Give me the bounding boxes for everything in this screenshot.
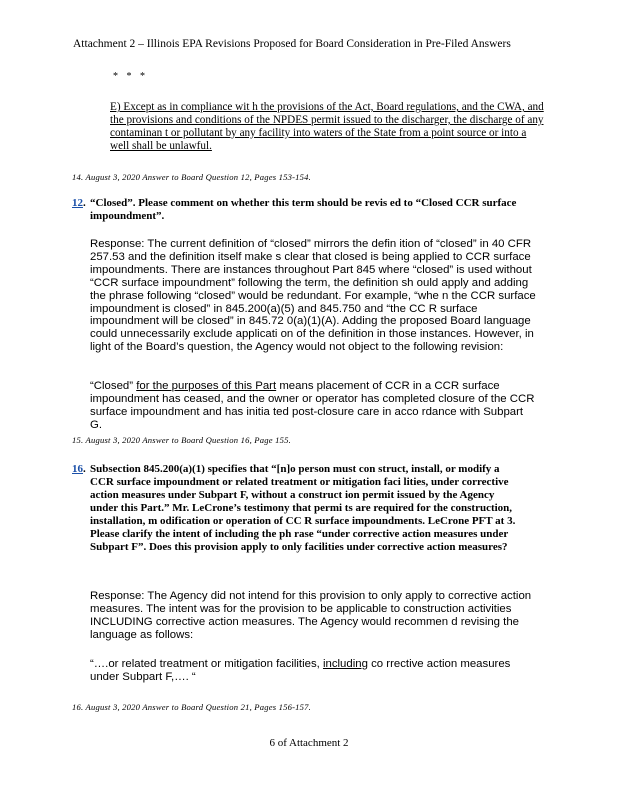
question-12-number-wrap: 12. — [72, 197, 86, 209]
question-12-response: Response: The current definition of “closed” mirrors the defin ition of “closed” in 40 CFR 257.53 and the definition itself make s clear that closed is being applied to CCR surface impoundments. There are instances throughout Part 845 where “closed” is used without “CCR surface impoundment” following the term, the definition sh ould apply and adding the phrase following “closed” would be redundant. For example, “whe n the CCR surface impoundment is closed” in 845.200(a)(5) and 845.750 and “the CC R surface impoundment will be closed” in 845.72 0(a)(1)(A). Adding the proposed Board language could unnecessarily exclude applicati on of the definition in those instances. However, in light of the Board’s question, the Agency would not object to the following revision: — [90, 238, 536, 354]
proposed-language-quote — [90, 658, 538, 684]
revision-inserted-text: for the purposes of this Part — [136, 380, 277, 392]
question-16-response: Response: The Agency did not intend for this provision to only apply to corrective action measures. The intent was for the provision to be applicable to construction activities INCLUDING corrective action measures. The Agency would recommen d revising the language as follows: — [90, 590, 532, 641]
question-12-text: “Closed”. Please comment on whether this term should be revis ed to “Closed CCR surface impoundment”. — [90, 197, 517, 222]
omission-stars: * * * — [113, 71, 148, 82]
subsection-e-paragraph: E) Except as in compliance wit h the provisions of the Act, Board regulations, and the CWA, and the provisions and conditions of the NPDES permit issued to the discharger, the discharge of any contaminan t or pollutant by any facility into waters of the State from a point source or into a well shall be unlawful. — [110, 101, 544, 152]
question-12-number[interactable]: 12 — [72, 197, 83, 209]
footnote-16: 16. August 3, 2020 Answer to Board Question 21, Pages 156-157. — [72, 702, 312, 712]
quote-start: “….or related treatment or mitigation facilities, — [90, 658, 323, 670]
page-footer: 6 of Attachment 2 — [269, 737, 349, 749]
footnote-14: 14. August 3, 2020 Answer to Board Question 12, Pages 153-154. — [72, 172, 312, 182]
question-16-number[interactable]: 16 — [72, 463, 83, 475]
footnote-15: 15. August 3, 2020 Answer to Board Question 16, Page 155. — [72, 435, 291, 445]
revision-start: “Closed” — [90, 380, 137, 392]
page-header: Attachment 2 – Illinois EPA Revisions Proposed for Board Consideration in Pre-Filed Answers — [73, 38, 511, 50]
quote-inserted-word: including — [322, 658, 368, 670]
closed-definition-revision — [90, 380, 538, 432]
quote-rest: co rrective action measures under Subpart F,…. “ — [90, 658, 511, 683]
revision-rest: means placement of CCR in a CCR surface impoundment has ceased, and the owner or operator has completed closure of the CCR surface impoundment and has initia ted post-closure care in acco rdance with Subpart G. — [90, 380, 535, 431]
question-16-text: Subsection 845.200(a)(1) specifies that “[n]o person must con struct, install, or modify a CCR surface impoundment or related treatment or mitigation faci lities, under corrective action measures under Subpart F, without a construct ion permit issued by the Agency under this Part.” Mr. LeCrone’s testimony that permi ts are required for the construction, installation, m odification or operation of CC R surface impoundments. LeCrone PFT at 3. Please clarify the intent of including the ph rase “under corrective action measures under Subpart F”. Does this provision apply to only facilities under corrective action measures? — [90, 463, 516, 553]
question-16-number-wrap: 16. — [72, 463, 86, 475]
